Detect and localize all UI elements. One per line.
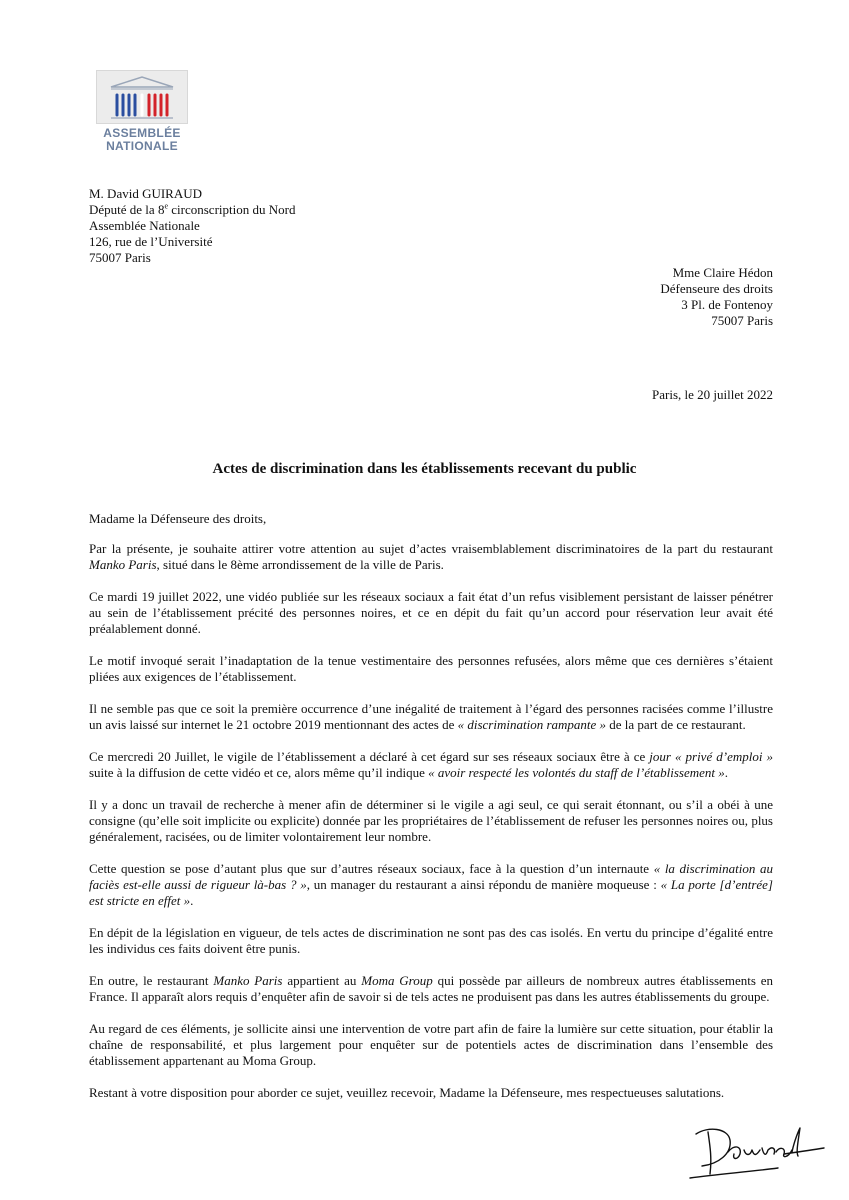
paragraph-8: En dépit de la législation en vigueur, de tels actes de discrimination ne sont pas des cas isolés. En vertu du principe d’égalité entre les individus ces faits doivent être punis.: [89, 925, 773, 956]
paragraph-10: Au regard de ces éléments, je sollicite ainsi une intervention de votre part afin de faire la lumière sur cette situation, pour établir la chaîne de responsabilité, et plus largement pour enquêter sur de potentiels actes de discrimination dans l’ensemble des établissement appartenant au Moma Group.: [89, 1021, 773, 1068]
paragraph-5: Ce mercredi 20 Juillet, le vigile de l’établissement a déclaré à cet égard sur ses réseaux sociaux être à ce jour « privé d’emploi » suite à la diffusion de cette vidéo et ce, alors même qu’il indique « avoir respecté les volontés du staff de l’établissement ».: [89, 749, 773, 780]
sender-city: 75007 Paris: [89, 250, 151, 265]
salutation: Madame la Défenseure des droits,: [89, 511, 267, 526]
recipient-title: Défenseure des droits: [660, 281, 773, 296]
logo-line1: ASSEMBLÉE: [103, 126, 181, 140]
paragraph-7: Cette question se pose d’autant plus que sur d’autres réseaux sociaux, face à la question d’un internaute « la discrimination au faciès est-elle aussi de rigueur là-bas ? », un manager du restaurant a ainsi répondu de manière moqueuse : « La porte [d’entrée] est stricte en effet ».: [89, 861, 773, 908]
recipient-address: [660, 265, 773, 329]
recipient-name: Mme Claire Hédon: [672, 265, 773, 280]
letter-body: [89, 511, 773, 1117]
sender-org: Assemblée Nationale: [89, 218, 200, 233]
paragraph-9: En outre, le restaurant Manko Paris appartient au Moma Group qui possède par ailleurs de nombreux autres établissements en France. Il apparaît alors requis d’enquêter afin de savoir si de tels actes ne produisent pas dans les autres établissements du groupe.: [89, 973, 773, 1004]
paragraph-3: Le motif invoqué serait l’inadaptation de la tenue vestimentaire des personnes refusées, alors même que ces dernières s’étaient pliées aux exigences de l’établissement.: [89, 653, 773, 684]
logo-line2: NATIONALE: [106, 139, 178, 153]
closing-paragraph: Restant à votre disposition pour aborder ce sujet, veuillez recevoir, Madame la Défenseure, mes respectueuses salutations.: [89, 1085, 725, 1100]
handwritten-signature: [688, 1122, 828, 1189]
sender-street: 126, rue de l’Université: [89, 234, 213, 249]
paragraph-2: Ce mardi 19 juillet 2022, une vidéo publiée sur les réseaux sociaux a fait état d’un refus visiblement persistant de laisser pénétrer au sein de l’établissement précité des personnes noires, et ce en dépit du fait qu’un accord pour réservation leur avait été préalablement donné.: [89, 589, 773, 636]
recipient-city: 75007 Paris: [711, 313, 773, 328]
recipient-street: 3 Pl. de Fontenoy: [681, 297, 773, 312]
paragraph-4: Il ne semble pas que ce soit la première occurrence d’une inégalité de traitement à l’égard des personnes racisées comme l’illustre un avis laissé sur internet le 21 octobre 2019 mentionnant des actes de « discrimination rampante » de la part de ce restaurant.: [89, 701, 773, 732]
paragraph-6: Il y a donc un travail de recherche à mener afin de déterminer si le vigile a agi seul, ce qui serait étonnant, ou s’il a obéi à une consigne (qu’elle soit implicite ou explicite) donnée par les propriétaires de l’établissement de refuser les personnes noires ou, plus généralement, racisées, ou de limiter volontairement leur nombre.: [89, 797, 773, 844]
assemblee-nationale-logo: [96, 70, 188, 153]
hemicycle-icon: [96, 70, 188, 124]
sender-address: [89, 186, 295, 266]
sender-role: Député de la 8e circonscription du Nord: [89, 201, 296, 217]
sender-name: M. David GUIRAUD: [89, 186, 203, 201]
paragraph-1: Par la présente, je souhaite attirer votre attention au sujet d’actes vraisemblablement discriminatoires de la part du restaurant Manko Paris, situé dans le 8ème arrondissement de la ville de Paris.: [89, 541, 773, 572]
letter-date: Paris, le 20 juillet 2022: [652, 387, 773, 402]
letter-subject: Actes de discrimination dans les établissements recevant du public: [212, 461, 637, 477]
